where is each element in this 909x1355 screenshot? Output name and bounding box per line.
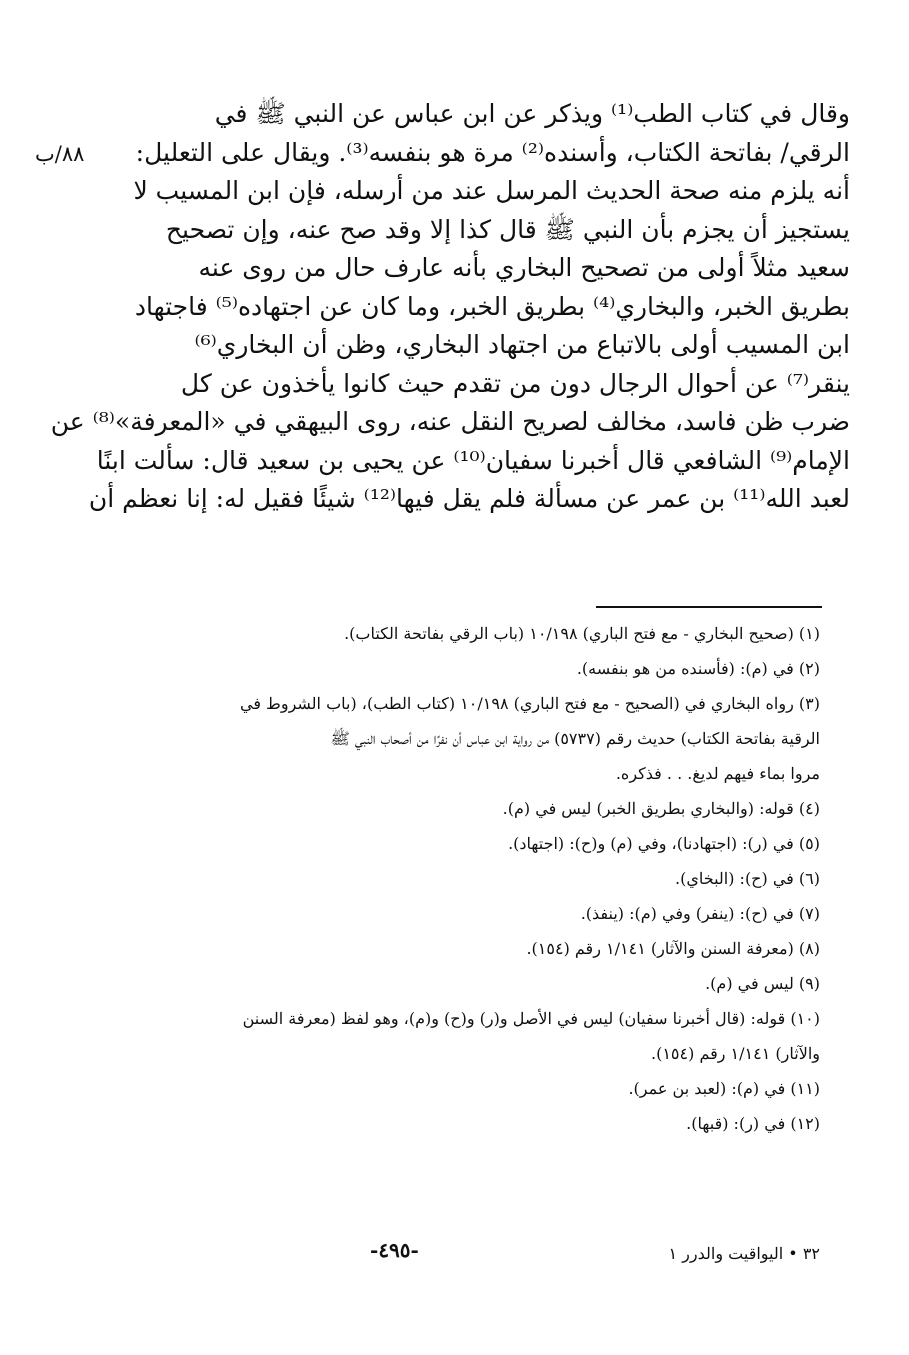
page-number: -٤٩٥- xyxy=(370,1238,419,1262)
footnote-line: (١٢) في (ر): (قبها). xyxy=(686,1114,820,1133)
text-line: ضرب ظن فاسد، مخالف لصريح النقل عنه، روى البيهقي في «المعرفة»⁽⁸⁾ عن xyxy=(50,407,850,436)
text-line: يستجيز أن يجزم بأن النبي ﷺ قال كذا إلا وقد صح عنه، وإن تصحيح xyxy=(165,214,850,244)
footnotes-block xyxy=(100,616,820,1141)
footnote-line: (١٠) قوله: (قال أخبرنا سفيان) ليس في الأصل و(ر) و(ح) و(م)، وهو لفظ (معرفة السنن xyxy=(242,1009,820,1028)
footnote-line: (٢) في (م): (فأسنده من هو بنفسه). xyxy=(576,659,820,678)
text-line: بطريق الخبر، والبخاري⁽⁴⁾ بطريق الخبر، وما كان عن اجتهاده⁽⁵⁾ فاجتهاد xyxy=(134,291,850,321)
footnote-separator xyxy=(596,606,822,608)
text-line: أنه يلزم منه صحة الحديث المرسل عند من أرسله، فإن ابن المسيب لا xyxy=(133,176,850,205)
footnote-line: (٧) في (ح): (ينفر) وفي (م): (ينفذ). xyxy=(580,904,820,923)
footnote-line: (٩) ليس في (م). xyxy=(705,974,820,993)
footnote-line: (٤) قوله: (والبخاري بطريق الخبر) ليس في (م). xyxy=(502,799,820,818)
text-line: وقال في كتاب الطب⁽¹⁾ ويذكر عن ابن عباس عن النبي ﷺ في xyxy=(214,99,850,128)
footnote-line: والآثار) ١/١٤١ رقم (١٥٤). xyxy=(651,1044,820,1063)
footnote-line: (٣) رواه البخاري في (الصحيح - مع فتح الباري) ١٠/١٩٨ (كتاب الطب)، (باب الشروط في xyxy=(239,694,820,713)
footnote-line: مروا بماء فيهم لديغ. . . فذكره. xyxy=(615,764,820,783)
text-line: ابن المسيب أولى بالاتباع من اجتهاد البخاري، وظن أن البخاري⁽⁶⁾ xyxy=(194,330,850,359)
footnote-line: (٦) في (ح): (البخاي). xyxy=(675,869,820,888)
book-title-footer: ٣٢ • اليواقيت والدرر ١ xyxy=(668,1244,820,1263)
footnote-line: الرقية بفاتحة الكتاب) حديث رقم (٥٧٣٧) من رواية ابن عباس أن نفرًا من أصحاب النبي ﷺ xyxy=(330,729,820,748)
text-line: لعبد الله⁽¹¹⁾ بن عمر عن مسألة فلم يقل فيها⁽¹²⁾ شيئًا فقيل له: إنا نعظم أن xyxy=(88,484,850,513)
footnote-line: (٨) (معرفة السنن والآثار) ١/١٤١ رقم (١٥٤). xyxy=(526,939,820,958)
text-line: الرقي/ بفاتحة الكتاب، وأسنده⁽²⁾ مرة هو بنفسه⁽³⁾. ويقال على التعليل: xyxy=(135,137,850,167)
text-line: سعيد مثلاً أولى من تصحيح البخاري بأنه عارف حال من روى عنه xyxy=(198,253,850,282)
margin-folio-note: ٨٨/ب xyxy=(35,142,85,166)
page-footer xyxy=(60,1238,820,1268)
footnote-line: (١١) في (م): (لعبد بن عمر). xyxy=(628,1079,820,1098)
text-line: الإمام⁽⁹⁾ الشافعي قال أخبرنا سفيان⁽¹⁰⁾ عن يحيى بن سعيد قال: سألت ابنًا xyxy=(96,445,850,475)
footnote-line: (١) (صحيح البخاري - مع فتح الباري) ١٠/١٩٨ (باب الرقي بفاتحة الكتاب). xyxy=(344,624,820,643)
text-line: ينقر⁽⁷⁾ عن أحوال الرجال دون من تقدم حيث كانوا يأخذون عن كل xyxy=(180,368,850,398)
footnote-line: (٥) في (ر): (اجتهادنا)، وفي (م) و(ح): (اجتهاد). xyxy=(508,834,820,853)
